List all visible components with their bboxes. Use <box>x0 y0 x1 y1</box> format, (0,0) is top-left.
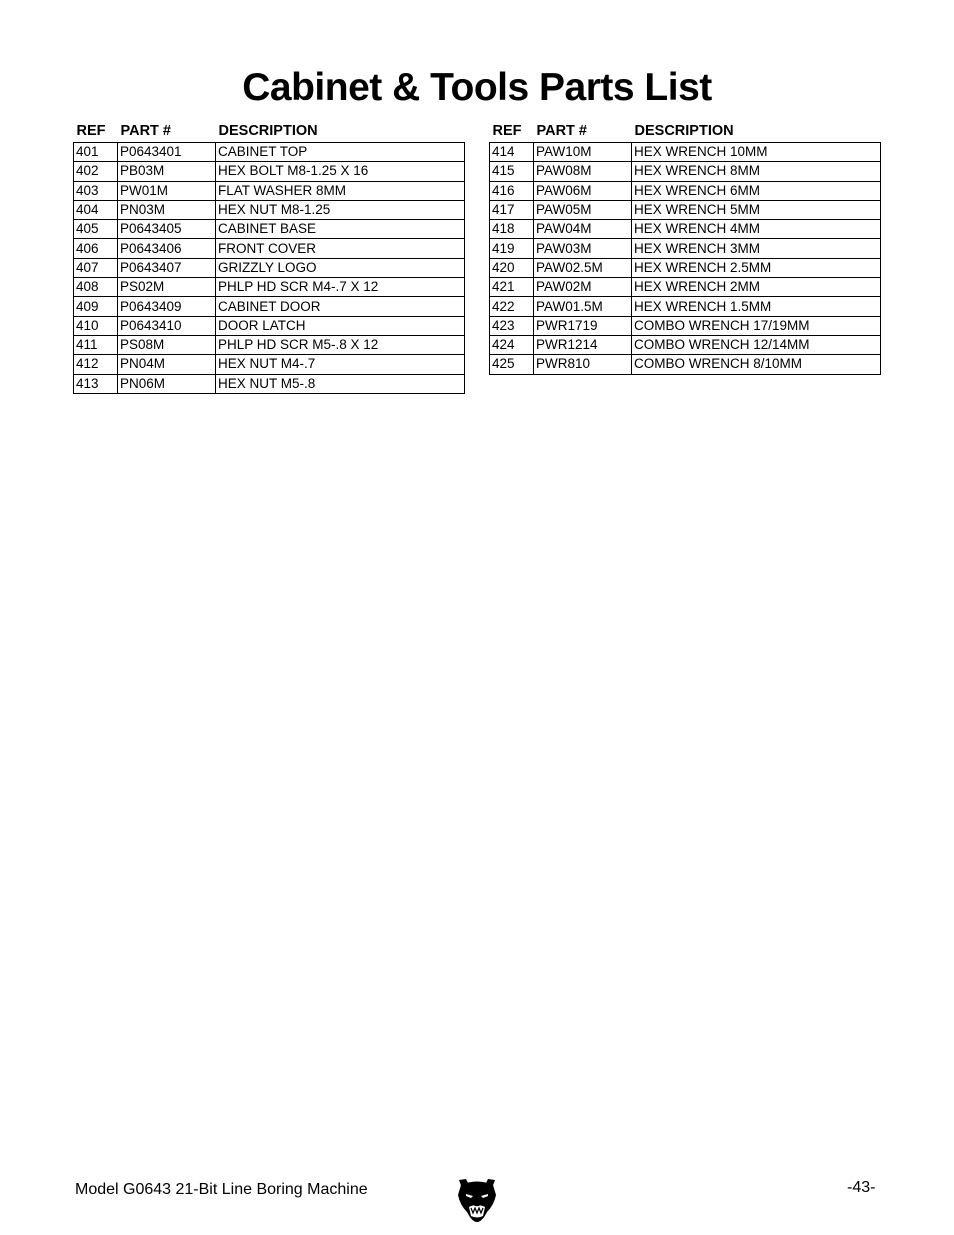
cell-part-number: PAW01.5M <box>534 297 632 316</box>
table-row <box>490 181 881 200</box>
cell-part-number: PWR810 <box>534 355 632 374</box>
table-row <box>74 316 465 335</box>
table-row <box>490 162 881 181</box>
cell-part-number: PAW06M <box>534 181 632 200</box>
cell-part-number: P0643406 <box>118 239 216 258</box>
table-row <box>74 143 465 162</box>
table-row <box>74 220 465 239</box>
cell-description: COMBO WRENCH 12/14MM <box>632 335 881 354</box>
cell-ref: 418 <box>490 220 534 239</box>
column-header-ref: REF <box>492 123 522 139</box>
table-row <box>490 220 881 239</box>
cell-description: COMBO WRENCH 8/10MM <box>632 355 881 374</box>
cell-part-number: PAW10M <box>534 143 632 162</box>
cell-description: HEX BOLT M8-1.25 X 16 <box>216 162 465 181</box>
cell-part-number: P0643401 <box>118 143 216 162</box>
cell-ref: 401 <box>74 143 118 162</box>
cell-description: HEX WRENCH 3MM <box>632 239 881 258</box>
cell-description: HEX NUT M8-1.25 <box>216 200 465 219</box>
cell-part-number: PAW05M <box>534 200 632 219</box>
cell-description: FLAT WASHER 8MM <box>216 181 465 200</box>
cell-ref: 415 <box>490 162 534 181</box>
cell-ref: 424 <box>490 335 534 354</box>
cell-ref: 421 <box>490 278 534 297</box>
cell-part-number: PAW04M <box>534 220 632 239</box>
cell-description: HEX WRENCH 8MM <box>632 162 881 181</box>
cell-part-number: PWR1719 <box>534 316 632 335</box>
cell-description: CABINET DOOR <box>216 297 465 316</box>
cell-ref: 422 <box>490 297 534 316</box>
cell-ref: 413 <box>74 374 118 393</box>
table-row <box>490 258 881 277</box>
table-row <box>490 143 881 162</box>
footer-model: Model G0643 21-Bit Line Boring Machine <box>75 1181 368 1198</box>
cell-description: COMBO WRENCH 17/19MM <box>632 316 881 335</box>
cell-ref: 423 <box>490 316 534 335</box>
cell-ref: 414 <box>490 143 534 162</box>
column-header-description: DESCRIPTION <box>218 123 318 139</box>
table-row <box>74 200 465 219</box>
cell-ref: 417 <box>490 200 534 219</box>
cell-ref: 402 <box>74 162 118 181</box>
table-row <box>490 335 881 354</box>
table-header-row <box>74 120 465 143</box>
table-row <box>74 297 465 316</box>
cell-part-number: PW01M <box>118 181 216 200</box>
cell-ref: 416 <box>490 181 534 200</box>
cell-ref: 409 <box>74 297 118 316</box>
page-number: -43- <box>847 1179 876 1196</box>
cell-ref: 403 <box>74 181 118 200</box>
cell-description: HEX WRENCH 4MM <box>632 220 881 239</box>
column-header-description: DESCRIPTION <box>634 123 734 139</box>
cell-part-number: P0643409 <box>118 297 216 316</box>
cell-part-number: P0643407 <box>118 258 216 277</box>
column-header-ref: REF <box>76 123 106 139</box>
table-row <box>490 239 881 258</box>
cell-part-number: PS08M <box>118 335 216 354</box>
cell-part-number: PN04M <box>118 355 216 374</box>
cell-part-number: P0643405 <box>118 220 216 239</box>
cell-part-number: PB03M <box>118 162 216 181</box>
bear-head-logo-icon <box>456 1177 498 1223</box>
parts-table-right <box>489 120 881 375</box>
cell-description: FRONT COVER <box>216 239 465 258</box>
table-row <box>490 278 881 297</box>
cell-ref: 410 <box>74 316 118 335</box>
table-row <box>74 239 465 258</box>
column-header-part: PART # <box>120 123 171 139</box>
cell-ref: 420 <box>490 258 534 277</box>
parts-table-left <box>73 120 465 394</box>
cell-ref: 408 <box>74 278 118 297</box>
table-row <box>74 374 465 393</box>
table-row <box>74 335 465 354</box>
cell-ref: 419 <box>490 239 534 258</box>
cell-ref: 412 <box>74 355 118 374</box>
cell-description: DOOR LATCH <box>216 316 465 335</box>
cell-part-number: PAW03M <box>534 239 632 258</box>
cell-description: PHLP HD SCR M4-.7 X 12 <box>216 278 465 297</box>
cell-part-number: PAW02.5M <box>534 258 632 277</box>
table-row <box>74 258 465 277</box>
cell-description: HEX WRENCH 10MM <box>632 143 881 162</box>
cell-part-number: PWR1214 <box>534 335 632 354</box>
cell-part-number: P0643410 <box>118 316 216 335</box>
cell-description: HEX WRENCH 2MM <box>632 278 881 297</box>
cell-ref: 405 <box>74 220 118 239</box>
table-row <box>74 162 465 181</box>
table-row <box>490 355 881 374</box>
cell-description: HEX WRENCH 6MM <box>632 181 881 200</box>
cell-ref: 425 <box>490 355 534 374</box>
table-row <box>490 200 881 219</box>
cell-description: CABINET TOP <box>216 143 465 162</box>
cell-ref: 411 <box>74 335 118 354</box>
page-title: Cabinet & Tools Parts List <box>242 66 712 109</box>
cell-description: HEX WRENCH 2.5MM <box>632 258 881 277</box>
cell-part-number: PN06M <box>118 374 216 393</box>
cell-description: CABINET BASE <box>216 220 465 239</box>
table-row <box>490 297 881 316</box>
table-row <box>74 181 465 200</box>
cell-description: PHLP HD SCR M5-.8 X 12 <box>216 335 465 354</box>
cell-part-number: PAW08M <box>534 162 632 181</box>
cell-description: HEX WRENCH 5MM <box>632 200 881 219</box>
cell-ref: 407 <box>74 258 118 277</box>
cell-part-number: PN03M <box>118 200 216 219</box>
table-row <box>74 355 465 374</box>
table-row <box>490 316 881 335</box>
table-header-row <box>490 120 881 143</box>
cell-description: HEX WRENCH 1.5MM <box>632 297 881 316</box>
cell-part-number: PS02M <box>118 278 216 297</box>
cell-part-number: PAW02M <box>534 278 632 297</box>
cell-description: HEX NUT M4-.7 <box>216 355 465 374</box>
cell-ref: 406 <box>74 239 118 258</box>
table-row <box>74 278 465 297</box>
cell-description: HEX NUT M5-.8 <box>216 374 465 393</box>
cell-ref: 404 <box>74 200 118 219</box>
cell-description: GRIZZLY LOGO <box>216 258 465 277</box>
column-header-part: PART # <box>536 123 587 139</box>
